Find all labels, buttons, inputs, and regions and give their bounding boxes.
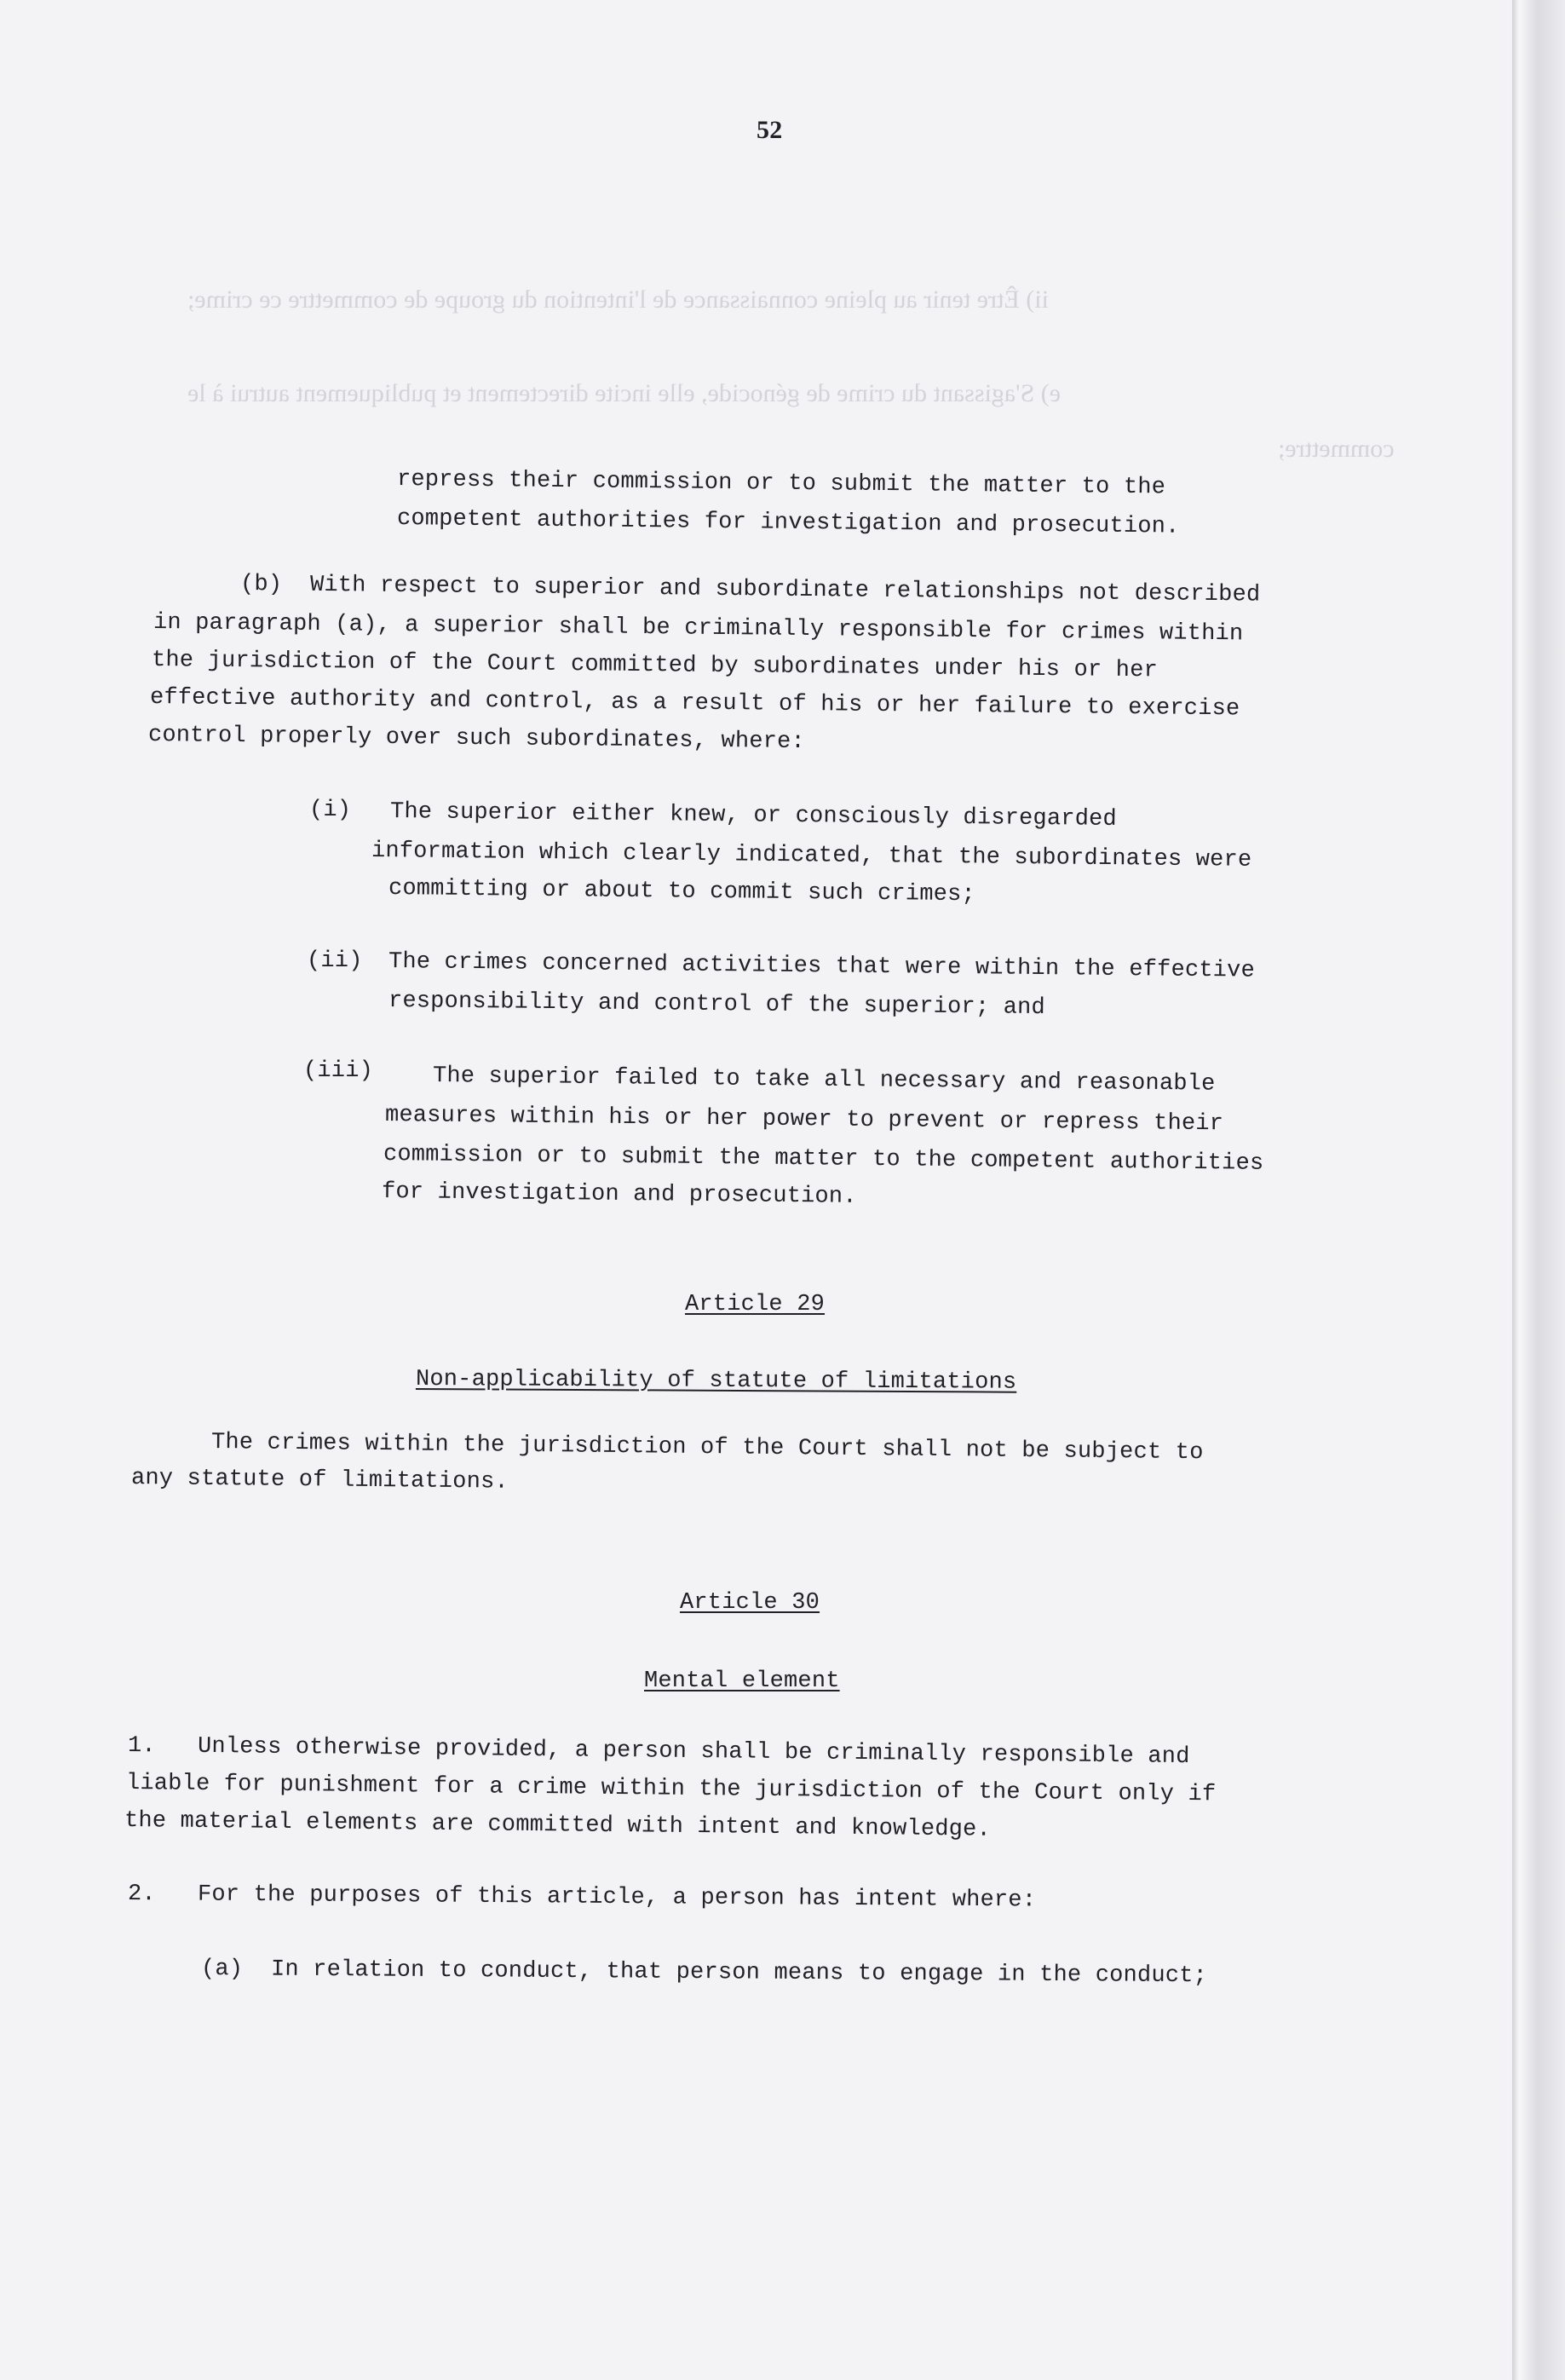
bleed-through-line: commettre; [1278, 435, 1395, 463]
sub-clause-i-line: information which clearly indicated, that the subordinates were [371, 838, 1252, 873]
page-number: 52 [757, 116, 783, 144]
clause-b-line: control properly over such subordinates, where: [147, 723, 806, 756]
sub-clause-iii-line: commission or to submit the matter to the competent authorities [383, 1142, 1264, 1177]
sub-clause-i-line: The superior either knew, or consciously disregarded [389, 799, 1118, 833]
clause-b-line: effective authority and control, as a result of his or her failure to exercise [149, 685, 1240, 723]
article-29-text-line: The crimes within the jurisdiction of the Court shall not be subject to [210, 1430, 1204, 1467]
paragraph-line: competent authorities for investigation and prosecution. [396, 506, 1180, 540]
clause-b-line: (b) With respect to superior and subordinate relationships not described [239, 572, 1261, 608]
bleed-through-line: e) S'agissant du crime de génocide, elle incite directement et publiquement autrui à le [187, 379, 1062, 407]
sub-clause-iii-line: for investigation and prosecution. [381, 1179, 857, 1210]
article-29-text-line: any statute of limitations. [130, 1466, 509, 1495]
sub-clause-ii-line: The crimes concerned activities that were within the effective [388, 949, 1256, 984]
article-30-para-1-line: 1. Unless otherwise provided, a person shall be criminally responsible and [127, 1733, 1190, 1771]
sub-clause-ii-line: responsibility and control of the superior; and [388, 988, 1046, 1022]
sub-clause-iii-label: (iii) [303, 1058, 374, 1084]
sub-clause-i-line: committing or about to commit such crimes; [388, 876, 976, 908]
sub-clause-i-label: (i) [309, 798, 352, 823]
article-30-para-1-line: liable for punishment for a crime within the jurisdiction of the Court only if [125, 1771, 1217, 1808]
clause-b-line: in paragraph (a), a superior shall be criminally responsible for crimes within [152, 610, 1244, 648]
sub-clause-iii-line: The superior failed to take all necessary and reasonable [432, 1063, 1216, 1098]
article-29-heading: Article 29 [685, 1292, 826, 1317]
article-30-para-2: 2. For the purposes of this article, a person has intent where: [127, 1882, 1037, 1914]
page-binding-edge [1512, 0, 1565, 2380]
article-30-title: Mental element [644, 1668, 840, 1694]
article-30-para-1-line: the material elements are committed with intent and knowledge. [124, 1808, 992, 1843]
sub-clause-ii-label: (ii) [307, 948, 363, 974]
article-30-heading: Article 30 [680, 1590, 820, 1616]
clause-b-line: the jurisdiction of the Court committed by subordinates under his or her [151, 648, 1159, 684]
bleed-through-line: ii) Être tenir au pleine connaissance de l'intention du groupe de commettre ce crime; [187, 285, 1049, 314]
paragraph-line: repress their commission or to submit the matter to the [396, 467, 1166, 501]
sub-clause-iii-line: measures within his or her power to prevent or repress their [384, 1103, 1224, 1138]
article-30-clause-a: (a) In relation to conduct, that person means to engage in the conduct; [200, 1956, 1208, 1990]
article-29-title: Non-applicability of statute of limitations [415, 1367, 1017, 1396]
